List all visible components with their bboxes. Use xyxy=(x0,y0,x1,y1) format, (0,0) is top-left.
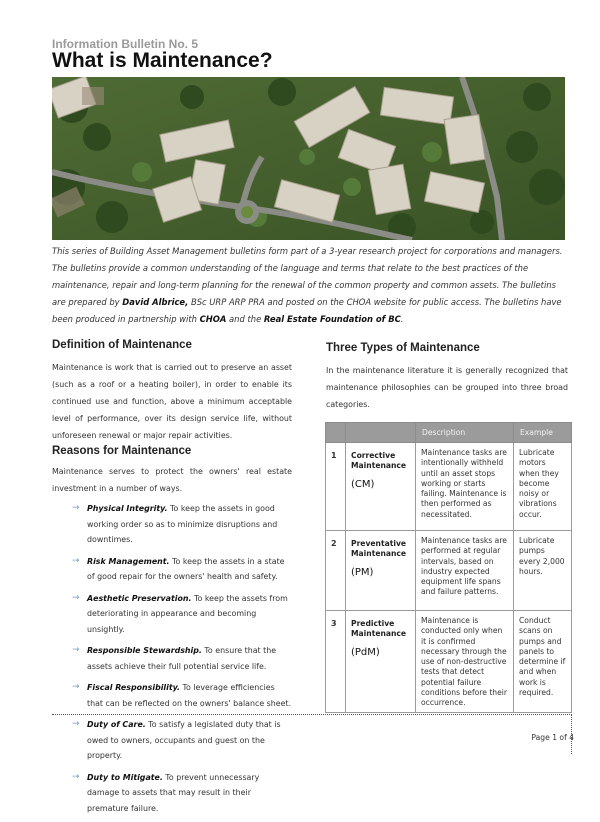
intro-partner: Real Estate Foundation of BC xyxy=(263,314,401,324)
header-example: Example xyxy=(514,423,572,443)
intro-partner: CHOA xyxy=(199,314,227,324)
page-title: What is Maintenance? xyxy=(52,49,273,72)
arrow-icon: → xyxy=(72,503,80,513)
row-example: Lubricate pumps every 2,000 hours. xyxy=(514,531,572,611)
reason-term: Physical Integrity. xyxy=(87,504,168,513)
reason-term: Duty to Mitigate. xyxy=(87,772,163,782)
intro-text: This series of Building Asset Management bulletins form part of a 3-year research project for corporations and managers. The bulletins provide a common understanding of the language and terms that relate to the best practices of the maintenance, repair and long-term planning for the renewal of the common property and common assets. The bulletins are prepared by xyxy=(52,246,563,307)
footer-divider xyxy=(52,714,572,715)
list-item xyxy=(52,680,292,711)
list-item xyxy=(52,591,292,638)
list-item xyxy=(52,717,292,764)
intro-paragraph xyxy=(52,243,567,328)
type-abbr: (PM) xyxy=(351,566,374,578)
type-abbr: (PdM) xyxy=(351,646,380,658)
bulletin-label: Information Bulletin No. 5 xyxy=(52,37,198,51)
reason-text: To ensure that the assets achieve their full potential service life. xyxy=(87,646,277,671)
arrow-icon: → xyxy=(72,719,80,729)
row-description: Maintenance tasks are performed at regular intervals, based on industry expected equipment life spans and failure patterns. xyxy=(416,531,514,611)
list-item xyxy=(52,554,292,585)
intro-text: . xyxy=(400,314,404,324)
row-type xyxy=(346,443,416,531)
row-type xyxy=(346,531,416,611)
arrow-icon: → xyxy=(72,771,80,782)
table-row xyxy=(326,443,572,531)
reason-text: To keep the assets in good working order so as to minimize disruptions and downtimes. xyxy=(87,504,278,544)
reason-text: To satisfy a legislated duty that is owed to owners, occupants and guest on the property. xyxy=(87,720,281,760)
types-table xyxy=(325,422,572,713)
reason-term: Fiscal Responsibility. xyxy=(87,683,181,692)
arrow-icon: → xyxy=(72,645,80,655)
page-number: Page 1 of 4 xyxy=(531,733,574,742)
reasons-heading: Reasons for Maintenance xyxy=(52,445,192,457)
aerial-photo xyxy=(52,77,565,240)
intro-text: BSc URP ARP PRA and posted on the CHOA website for public access. The bulletins have been produced in partnership with xyxy=(52,297,562,324)
intro-author: David Albrice, xyxy=(122,297,189,307)
row-example: Lubricate motors when they become noisy or vibrations occur. xyxy=(514,443,572,531)
arrow-icon: → xyxy=(72,555,80,566)
reasons-list xyxy=(52,501,292,816)
list-item xyxy=(52,643,292,674)
type-name: Corrective Maintenance xyxy=(351,451,407,471)
reason-term: Responsible Stewardship. xyxy=(87,646,202,655)
header-description: Description xyxy=(416,423,514,443)
type-abbr: (CM) xyxy=(351,478,375,490)
reason-text: To keep the assets in a state of good repair for the owners' health and safety. xyxy=(87,556,285,581)
row-example: Conduct scans on pumps and panels to determine if and when work is required. xyxy=(514,611,572,713)
row-number: 3 xyxy=(326,611,346,713)
header-cell xyxy=(346,423,416,443)
reason-term: Aesthetic Preservation. xyxy=(87,593,192,603)
type-name: Preventative Maintenance xyxy=(351,539,407,559)
types-section xyxy=(326,342,568,413)
intro-text: and the xyxy=(226,314,264,324)
header-cell xyxy=(326,423,346,443)
row-number: 2 xyxy=(326,531,346,611)
reason-term: Duty of Care. xyxy=(87,720,146,729)
arrow-icon: → xyxy=(72,682,80,692)
reasons-body: Maintenance serves to protect the owners' real estate investment in a number of ways. xyxy=(52,467,292,493)
table-header-row xyxy=(326,423,572,443)
definition-section xyxy=(52,339,292,444)
types-body: In the maintenance literature it is generally recognized that maintenance philosophies can be grouped into three broad categories. xyxy=(326,366,568,409)
definition-body: Maintenance is work that is carried out to preserve an asset (such as a roof or a heating boiler), in order to enable its continued use and function, above a minimum acceptable level of performance, over its design service life, without unforeseen renewal or major repair activities. xyxy=(52,363,292,440)
arrow-icon: → xyxy=(72,592,80,603)
list-item xyxy=(52,501,292,548)
reason-text: To leverage efficiencies that can be reflected on the owners' balance sheet. xyxy=(87,683,292,708)
types-heading: Three Types of Maintenance xyxy=(326,342,480,354)
reason-text: To prevent unnecessary damage to assets that may result in their premature failure. xyxy=(87,772,260,813)
reason-text: To keep the assets from deteriorating in appearance and becoming unsightly. xyxy=(87,593,288,634)
table-row xyxy=(326,611,572,713)
table-row xyxy=(326,531,572,611)
reason-term: Risk Management. xyxy=(87,556,170,566)
reasons-section xyxy=(52,445,292,822)
row-type xyxy=(346,611,416,713)
row-description: Maintenance is conducted only when it is confirmed necessary through the use of non-destructive tests that detect potential failure conditions before their occurrence. xyxy=(416,611,514,713)
type-name: Predictive Maintenance xyxy=(351,619,407,639)
list-item xyxy=(52,770,292,817)
row-number: 1 xyxy=(326,443,346,531)
definition-heading: Definition of Maintenance xyxy=(52,339,192,351)
row-description: Maintenance tasks are intentionally withheld until an asset stops working or starts failing. Maintenance is then performed as necessitated. xyxy=(416,443,514,531)
aerial-photo-icon xyxy=(52,77,565,240)
